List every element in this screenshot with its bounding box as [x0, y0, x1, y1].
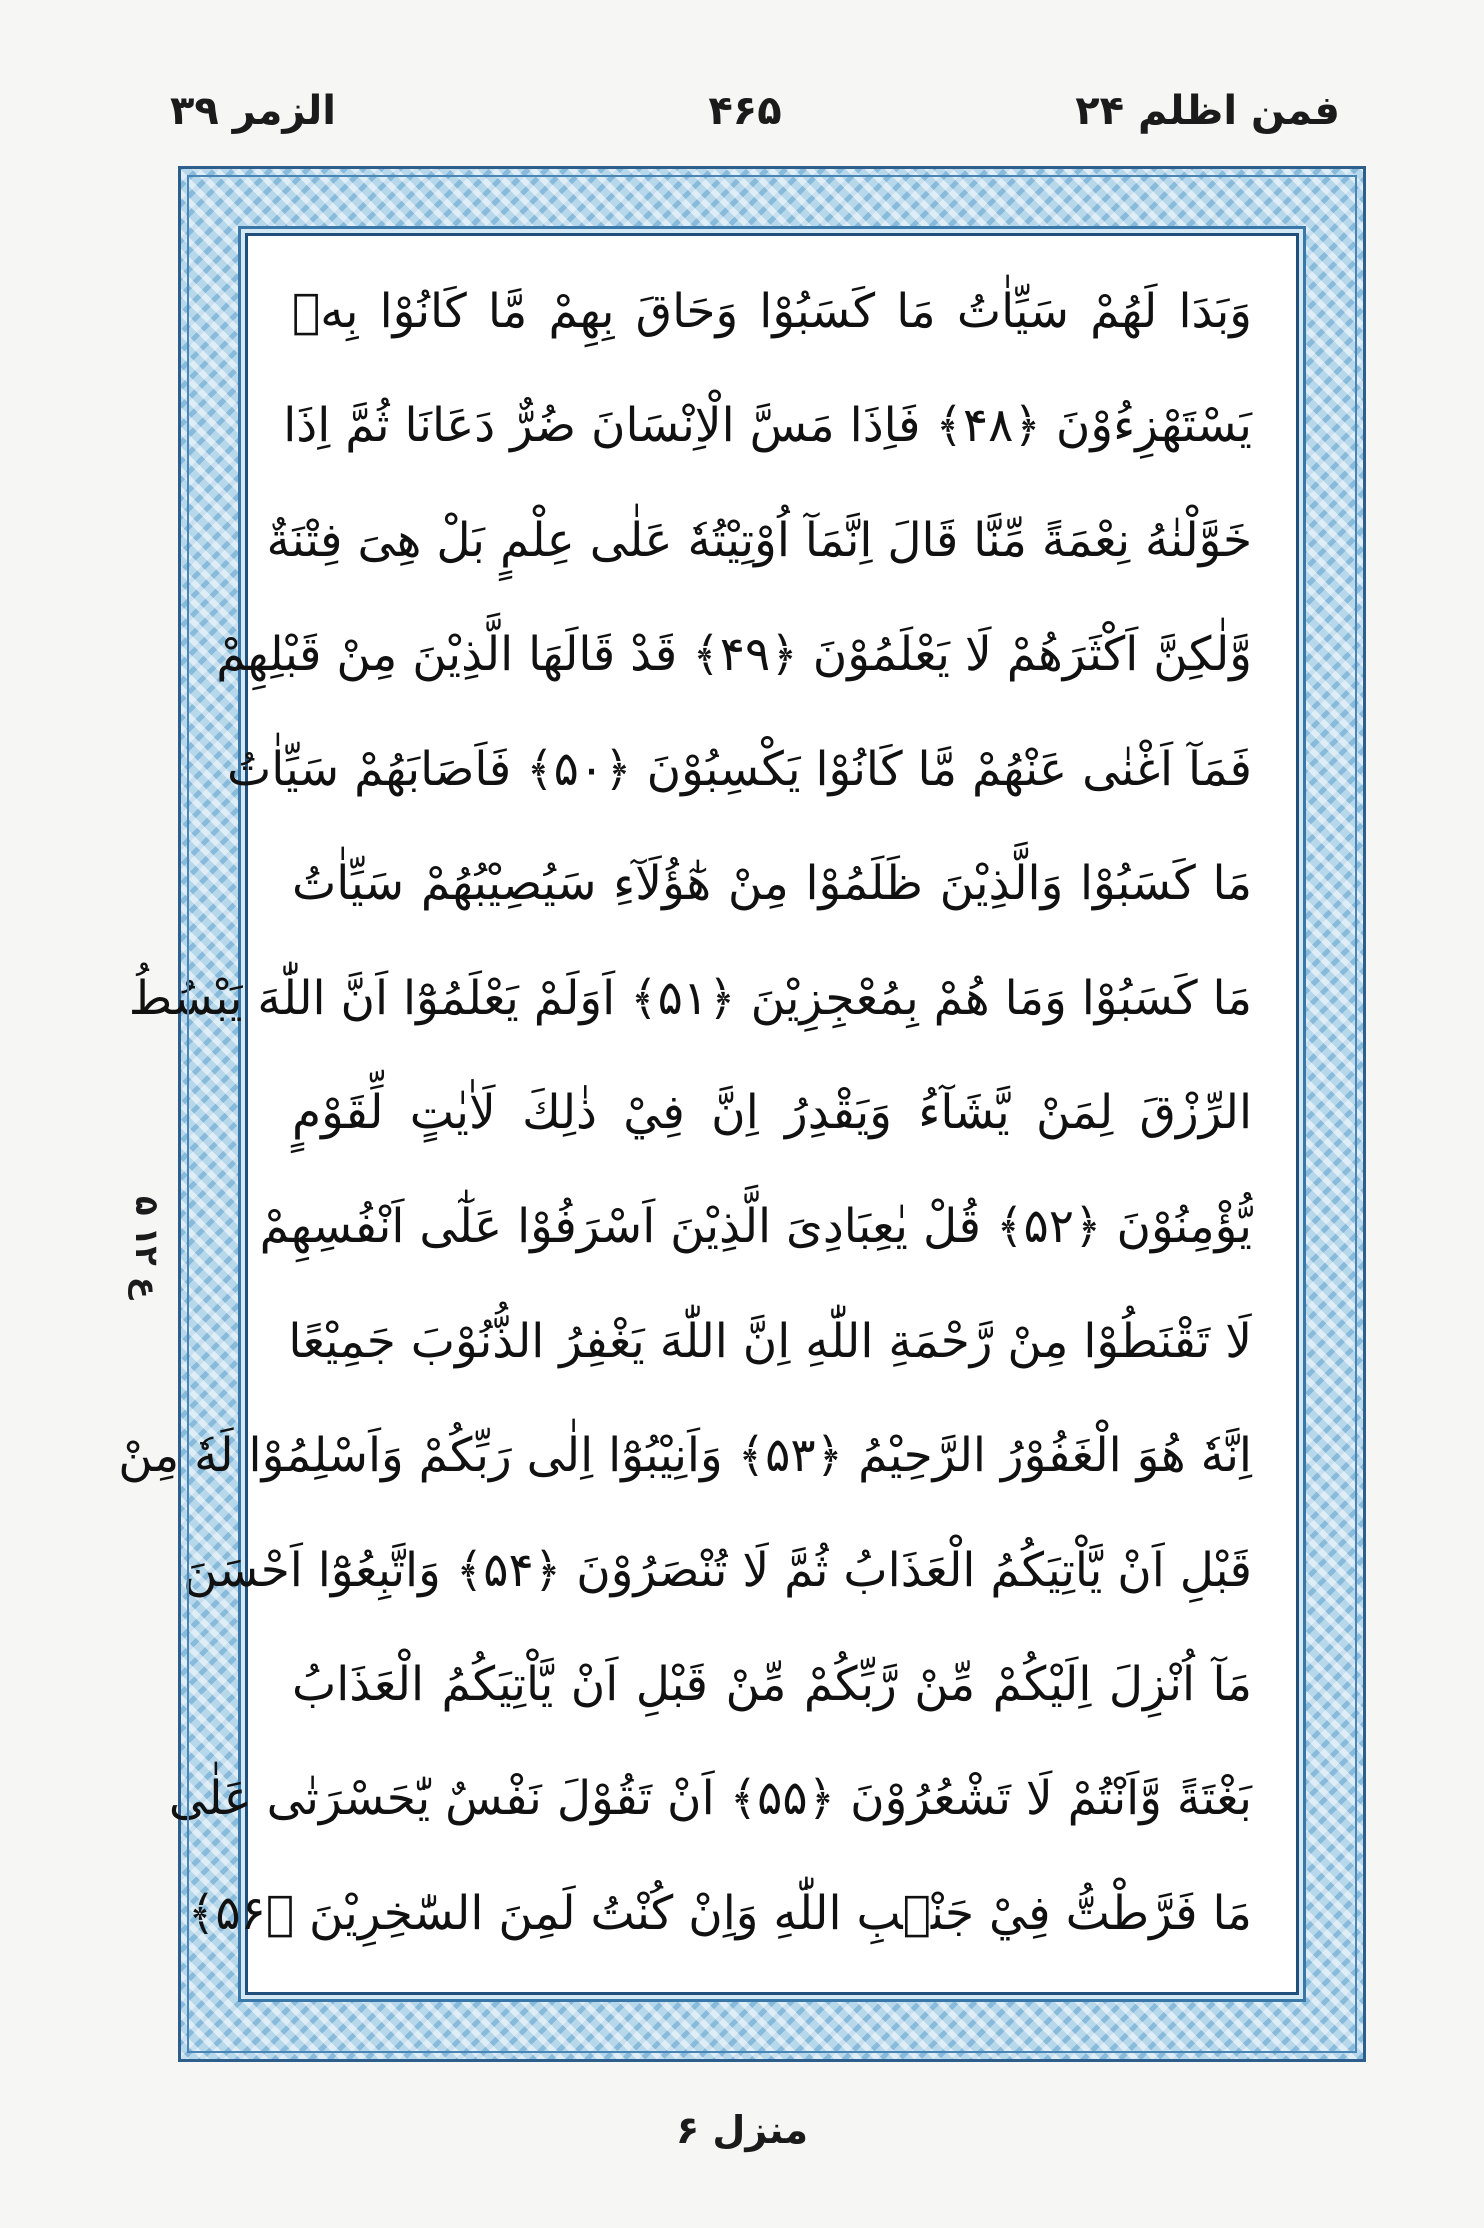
text-line-7: مَا كَسَبُوْا وَمَا هُمْ بِمُعْجِزِيْنَ ﴿۵۱﴾ اَوَلَمْ يَعْلَمُوْٓا اَنَّ اللّٰهَ يَبْسُطُ [128, 970, 1252, 1026]
text-line-13: مَآ اُنْزِلَ اِلَيْكُمْ مِّنْ رَّبِّكُمْ مِّنْ قَبْلِ اَنْ يَّاْتِيَكُمُ الْعَذَابُ [292, 1657, 1252, 1713]
page-number: ۴۶۵ [708, 88, 782, 134]
text-line-4: وَّلٰكِنَّ اَكْثَرَهُمْ لَا يَعْلَمُوْنَ ﴿۴۹﴾ قَدْ قَالَهَا الَّذِيْنَ مِنْ قَبْلِهِمْ [216, 627, 1252, 683]
text-line-8: الرِّزْقَ لِمَنْ يَّشَآءُ وَيَقْدِرُ اِنَّ فِيْ ذٰلِكَ لَاٰيٰتٍ لِّقَوْمٍ [292, 1084, 1252, 1140]
juz-title: فمن اظلم ۲۴ [1075, 88, 1340, 134]
text-line-1: وَبَدَا لَهُمْ سَيِّاٰتُ مَا كَسَبُوْا وَحَاقَ بِهِمْ مَّا كَانُوْا بِهٖ [292, 284, 1252, 339]
text-line-2: يَسْتَهْزِءُوْنَ ﴿۴۸﴾ فَاِذَا مَسَّ الْاِنْسَانَ ضُرٌّ دَعَانَا ثُمَّ اِذَا [283, 398, 1252, 454]
surah-title: الزمر ۳۹ [170, 88, 337, 134]
ruku-marker: ع ۱۲ ۵ [128, 1196, 166, 1299]
page-header [150, 88, 1340, 168]
text-line-12: قَبْلِ اَنْ يَّاْتِيَكُمُ الْعَذَابُ ثُمَّ لَا تُنْصَرُوْنَ ﴿۵۴﴾ وَاتَّبِعُوْٓا اَحْسَنَ [183, 1542, 1252, 1598]
text-line-15: مَا فَرَّطْتُّ فِيْ جَنْۢبِ اللّٰهِ وَاِنْ كُنْتُ لَمِنَ السّٰخِرِيْنَ ﴿۵۶﴾ [187, 1885, 1252, 1941]
text-line-9: يُّؤْمِنُوْنَ ﴿۵۲﴾ قُلْ يٰعِبَادِىَ الَّذِيْنَ اَسْرَفُوْا عَلٰٓى اَنْفُسِهِمْ [259, 1199, 1252, 1255]
text-line-14: بَغْتَةً وَّاَنْتُمْ لَا تَشْعُرُوْنَ ﴿۵۵﴾ اَنْ تَقُوْلَ نَفْسٌ يّٰحَسْرَتٰى عَلٰى [168, 1771, 1252, 1827]
manzil-footer: منزل ۶ [675, 2108, 809, 2152]
text-line-10: لَا تَقْنَطُوْا مِنْ رَّحْمَةِ اللّٰهِ اِنَّ اللّٰهَ يَغْفِرُ الذُّنُوْبَ جَمِيْعًا [288, 1313, 1252, 1369]
text-line-5: فَمَآ اَغْنٰى عَنْهُمْ مَّا كَانُوْا يَكْسِبُوْنَ ﴿۵۰﴾ فَاَصَابَهُمْ سَيِّاٰتُ [227, 741, 1252, 797]
text-line-3: خَوَّلْنٰهُ نِعْمَةً مِّنَّا قَالَ اِنَّمَآ اُوْتِيْتُهٗ عَلٰى عِلْمٍ بَلْ هِىَ فِتْنَةٌ [266, 512, 1252, 568]
text-line-11: اِنَّهٗ هُوَ الْغَفُوْرُ الرَّحِيْمُ ﴿۵۳﴾ وَاَنِيْبُوْٓا اِلٰى رَبِّكُمْ وَاَسْلِمُوْا لَهٗ مِنْ [118, 1428, 1252, 1484]
text-line-6: مَا كَسَبُوْا وَالَّذِيْنَ ظَلَمُوْا مِنْ هٰٓؤُلَآءِ سَيُصِيْبُهُمْ سَيِّاٰتُ [292, 856, 1252, 912]
